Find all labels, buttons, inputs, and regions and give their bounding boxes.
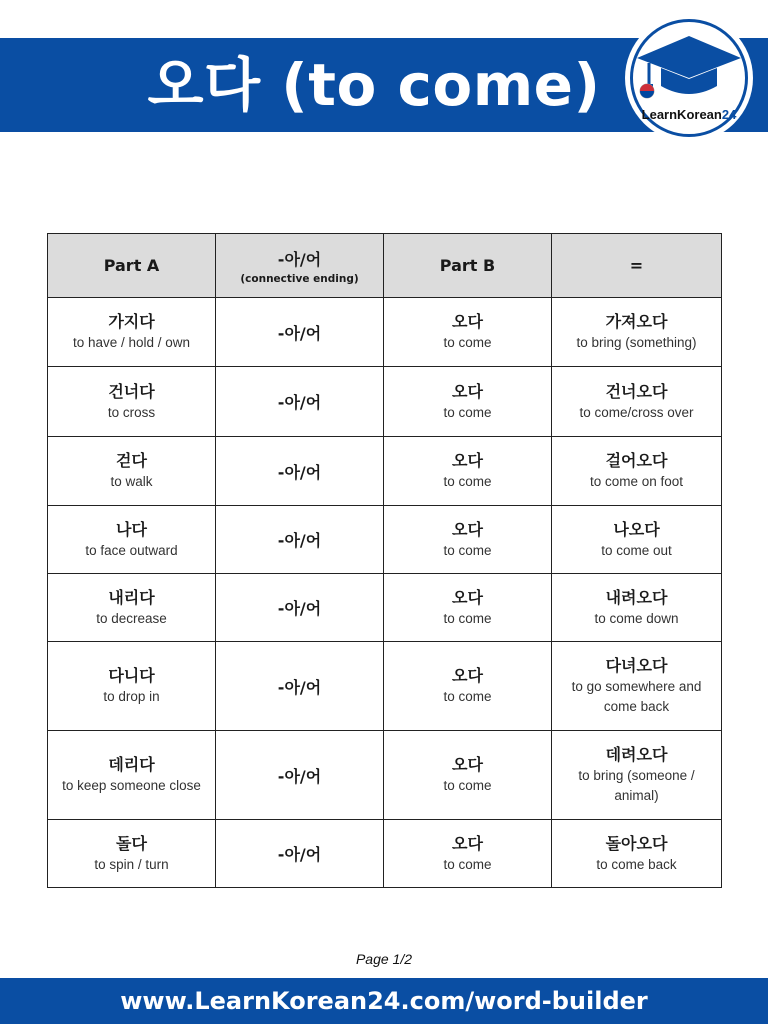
cell-part-a: [48, 367, 216, 437]
cell-result: [552, 820, 722, 888]
cell-result: [552, 574, 722, 642]
table-row: [48, 437, 722, 506]
part-b-english: to come: [443, 404, 492, 420]
part-b-english: to come: [443, 335, 492, 350]
cell-result: [552, 506, 722, 574]
part-a-english: to walk: [110, 474, 153, 489]
connective-ending: -아/어: [277, 677, 322, 697]
cell-result: [552, 731, 722, 820]
part-b-korean: 오다: [452, 666, 483, 685]
result-korean: 걸어오다: [605, 451, 668, 470]
part-a-english: to spin / turn: [94, 856, 169, 872]
word-builder-table: [47, 233, 722, 888]
part-a-korean: 돌다: [116, 833, 147, 853]
part-a-korean: 나다: [116, 519, 147, 539]
header-part-a: Part A: [48, 234, 216, 298]
result-korean: 가져오다: [605, 312, 668, 331]
part-b-english: to come: [443, 778, 492, 793]
connective-ending: -아/어: [277, 766, 322, 786]
part-b-korean: 오다: [452, 755, 483, 774]
header-connective: [216, 234, 384, 298]
result-english: to come out: [601, 542, 672, 558]
result-korean: 다녀오다: [605, 656, 668, 675]
table-row: [48, 574, 722, 642]
part-a-english: to have / hold / own: [72, 335, 191, 350]
table-row: [48, 506, 722, 574]
cell-part-a: [48, 731, 216, 820]
logo-wordmark: LearnKorean24: [641, 107, 737, 122]
header-connective-label: -아/어: [277, 249, 322, 269]
result-english: to go somewhere and come back: [571, 679, 702, 714]
part-b-korean: 오다: [452, 519, 483, 539]
part-b-english: to come: [443, 474, 492, 489]
graduation-cap-icon: [625, 14, 753, 142]
result-korean: 건너오다: [605, 381, 668, 401]
part-b-korean: 오다: [452, 381, 483, 401]
result-english: to come back: [596, 856, 677, 872]
result-english: to come down: [594, 610, 679, 626]
connective-ending: -아/어: [277, 599, 322, 618]
table-body: [48, 298, 722, 888]
part-a-english: to keep someone close: [62, 778, 201, 793]
connective-ending: -아/어: [277, 531, 322, 550]
cell-result: [552, 298, 722, 367]
part-a-korean: 가지다: [108, 312, 155, 331]
cell-connective: [216, 437, 384, 506]
part-b-english: to come: [443, 542, 492, 558]
part-b-korean: 오다: [452, 451, 483, 470]
cell-result: [552, 367, 722, 437]
cell-part-b: [384, 437, 552, 506]
part-b-korean: 오다: [452, 312, 483, 331]
cell-part-a: [48, 298, 216, 367]
part-b-english: to come: [443, 856, 492, 872]
header-part-b: Part B: [384, 234, 552, 298]
page-title: 오다 (to come): [147, 51, 601, 119]
part-a-korean: 데리다: [108, 755, 155, 774]
part-a-korean: 건너다: [108, 381, 155, 401]
cell-part-b: [384, 574, 552, 642]
result-english: to come/cross over: [579, 404, 694, 420]
table-header-row: [48, 234, 722, 298]
learnkorean24-logo: [625, 14, 753, 142]
table-row: [48, 731, 722, 820]
part-b-english: to come: [443, 610, 492, 626]
cell-result: [552, 642, 722, 731]
header-result: =: [552, 234, 722, 298]
cell-result: [552, 437, 722, 506]
result-korean: 데려오다: [605, 745, 668, 764]
result-korean: 내려오다: [605, 587, 668, 607]
header-connective-note: (connective ending): [240, 272, 359, 285]
result-english: to bring (someone / animal): [578, 768, 695, 803]
cell-part-a: [48, 506, 216, 574]
part-b-korean: 오다: [452, 587, 483, 607]
cell-part-b: [384, 506, 552, 574]
cell-connective: [216, 731, 384, 820]
footer-url-link[interactable]: www.LearnKorean24.com/word-builder: [120, 987, 648, 1015]
result-korean: 나오다: [613, 519, 660, 539]
cell-part-b: [384, 820, 552, 888]
cell-part-a: [48, 820, 216, 888]
cell-connective: [216, 506, 384, 574]
cell-connective: [216, 642, 384, 731]
part-a-english: to drop in: [103, 689, 160, 704]
connective-ending: -아/어: [277, 462, 322, 482]
page-number: Page 1/2: [355, 951, 413, 967]
part-a-english: to face outward: [85, 542, 178, 558]
cell-part-a: [48, 437, 216, 506]
part-a-korean: 걷다: [116, 451, 147, 470]
part-a-korean: 다니다: [108, 666, 155, 685]
result-english: to come on foot: [589, 474, 684, 489]
cell-connective: [216, 367, 384, 437]
table-row: [48, 367, 722, 437]
part-b-english: to come: [443, 689, 492, 704]
cell-part-a: [48, 574, 216, 642]
result-korean: 돌아오다: [605, 833, 668, 853]
cell-part-b: [384, 642, 552, 731]
connective-ending: -아/어: [277, 845, 322, 864]
cell-part-b: [384, 298, 552, 367]
cell-part-b: [384, 731, 552, 820]
part-a-english: to decrease: [96, 610, 167, 626]
table-row: [48, 642, 722, 731]
connective-ending: -아/어: [277, 323, 322, 343]
cell-connective: [216, 820, 384, 888]
footer-banner: [0, 978, 768, 1024]
result-english: to bring (something): [576, 335, 697, 350]
cell-connective: [216, 574, 384, 642]
cell-part-b: [384, 367, 552, 437]
table-row: [48, 298, 722, 367]
part-a-korean: 내리다: [108, 587, 155, 607]
connective-ending: -아/어: [277, 393, 322, 412]
cell-part-a: [48, 642, 216, 731]
table-row: [48, 820, 722, 888]
part-b-korean: 오다: [452, 833, 483, 853]
cell-connective: [216, 298, 384, 367]
part-a-english: to cross: [107, 404, 156, 420]
